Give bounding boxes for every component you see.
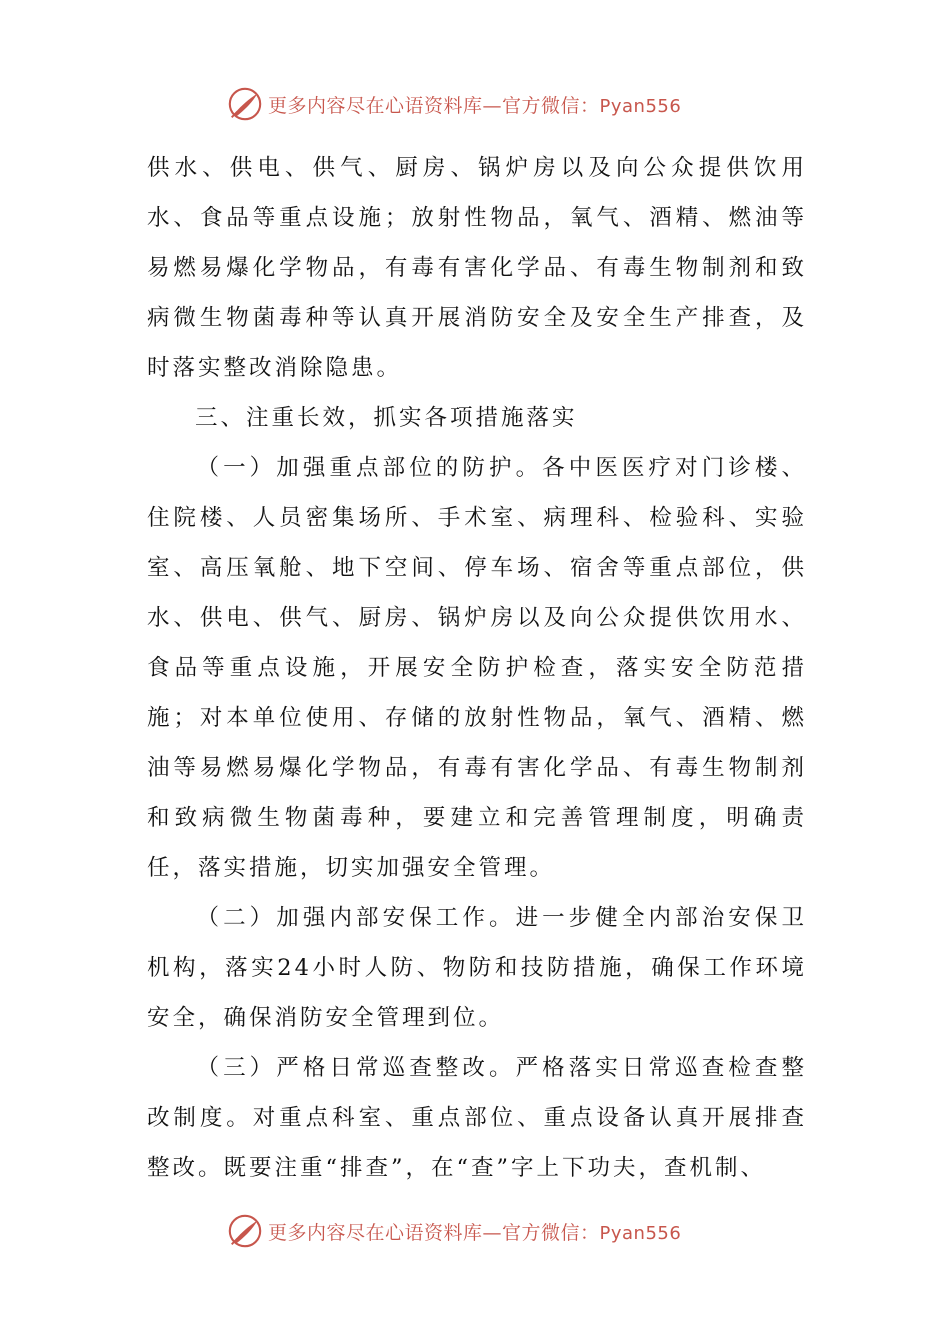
paragraph-item-2: （二）加强内部安保工作。进一步健全内部治安保卫机构，落实24小时人防、物防和技防措施，确保工作环境安全，确保消防安全管理到位。: [147, 905, 807, 1031]
watermark-text: 更多内容尽在心语资料库—官方微信：Pyan556: [268, 1221, 682, 1244]
pen-nib-logo-icon: [226, 85, 264, 123]
document-body: [147, 143, 807, 1193]
section-heading-3: 三、注重长效，抓实各项措施落实: [195, 405, 578, 431]
wechat-id: Pyan556: [599, 95, 682, 117]
watermark-text: 更多内容尽在心语资料库—官方微信：Pyan556: [268, 94, 682, 117]
footer-watermark: [226, 1211, 726, 1251]
paragraph-item-1: （一）加强重点部位的防护。各中医医疗对门诊楼、住院楼、人员密集场所、手术室、病理科、检验科、实验室、高压氧舱、地下空间、停车场、宿舍等重点部位，供水、供电、供气、厨房、锅炉房以及向公众提供饮用水、食品等重点设施，开展安全防护检查，落实安全防范措施；对本单位使用、存储的放射性物品，氧气、酒精、燃油等易燃易爆化学物品，有毒有害化学品、有毒生物制剂和致病微生物菌毒种，要建立和完善管理制度，明确责任，落实措施，切实加强安全管理。: [147, 455, 807, 881]
paragraph-item-3: （三）严格日常巡查整改。严格落实日常巡查检查整改制度。对重点科室、重点部位、重点设备认真开展排查整改。既要注重“排查”，在“查”字上下功夫，查机制、: [147, 1055, 807, 1181]
pen-nib-logo-icon: [226, 1212, 264, 1250]
paragraph-1: 供水、供电、供气、厨房、锅炉房以及向公众提供饮用水、食品等重点设施；放射性物品，氧气、酒精、燃油等易燃易爆化学物品，有毒有害化学品、有毒生物制剂和致病微生物菌毒种等认真开展消防安全及安全生产排查，及时落实整改消除隐患。: [147, 155, 807, 381]
header-watermark: [226, 84, 726, 124]
wechat-id: Pyan556: [599, 1222, 682, 1244]
